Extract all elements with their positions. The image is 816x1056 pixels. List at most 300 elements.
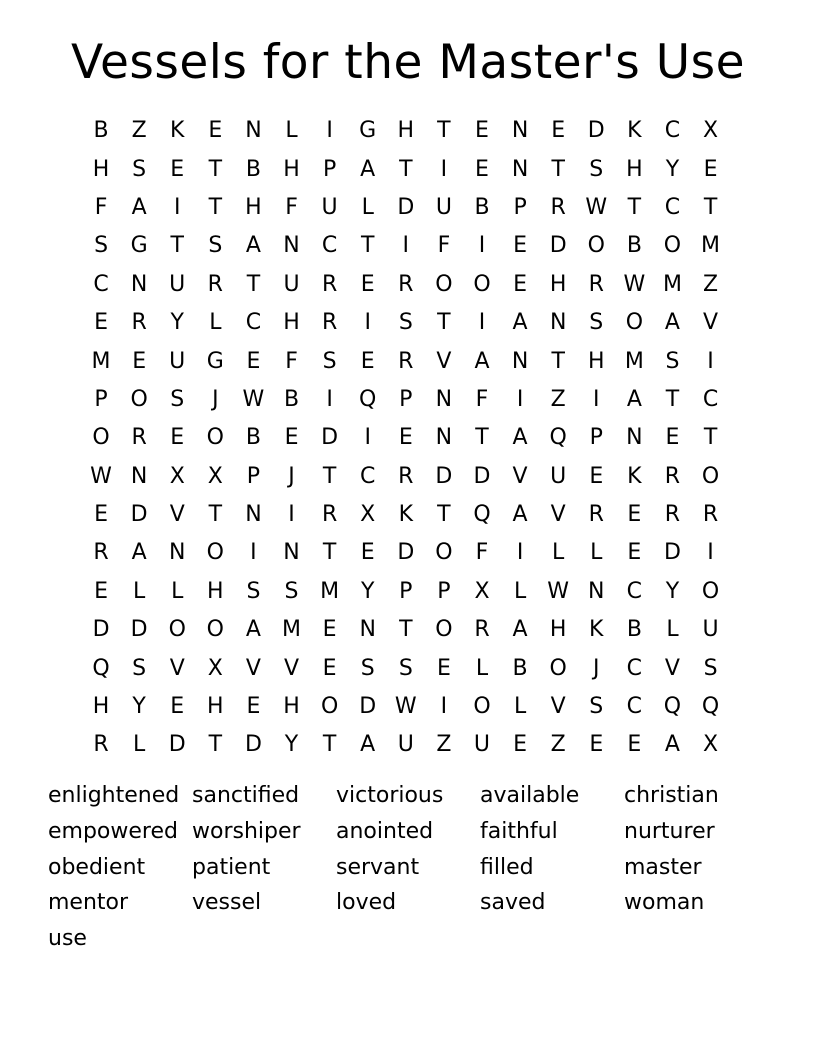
grid-letter: I bbox=[250, 540, 257, 566]
grid-letter: E bbox=[665, 425, 680, 451]
grid-letter: M bbox=[624, 348, 644, 374]
grid-letter: N bbox=[435, 386, 453, 412]
grid-letter: M bbox=[320, 578, 340, 604]
grid-letter: H bbox=[549, 271, 567, 297]
grid-letter: I bbox=[326, 118, 333, 144]
grid-letter: L bbox=[171, 578, 184, 604]
grid-letter: C bbox=[664, 118, 681, 144]
grid-letter: V bbox=[169, 655, 185, 681]
grid-letter: C bbox=[93, 271, 109, 297]
grid-letter: E bbox=[627, 502, 642, 528]
grid-letter: H bbox=[283, 156, 300, 182]
grid-letter: N bbox=[511, 348, 529, 374]
grid-letter: U bbox=[321, 194, 338, 220]
grid-letter: S bbox=[246, 578, 261, 604]
word-list-item: sanctified bbox=[192, 783, 300, 808]
grid-letter: V bbox=[512, 463, 528, 489]
word-list-item: obedient bbox=[48, 854, 146, 880]
grid-letter: E bbox=[436, 655, 451, 681]
grid-letter: B bbox=[93, 118, 109, 144]
grid-letter: X bbox=[360, 502, 376, 528]
grid-letter: P bbox=[437, 578, 451, 604]
grid-letter: E bbox=[208, 118, 223, 144]
grid-letter: A bbox=[245, 233, 261, 259]
grid-letter: I bbox=[478, 233, 486, 259]
grid-letter: V bbox=[283, 655, 300, 681]
word-list-item: available bbox=[480, 783, 580, 808]
grid-letter: R bbox=[207, 271, 223, 297]
grid-letter: S bbox=[703, 655, 718, 681]
grid-letter: A bbox=[512, 502, 528, 528]
grid-letter: V bbox=[169, 502, 185, 528]
grid-letter: O bbox=[92, 425, 110, 451]
grid-row bbox=[82, 419, 730, 457]
grid-letter: E bbox=[513, 233, 528, 259]
grid-letter: Y bbox=[665, 156, 680, 182]
grid-letter: C bbox=[360, 463, 376, 489]
grid-letter: I bbox=[402, 233, 410, 259]
grid-row bbox=[82, 573, 730, 611]
grid-letter: D bbox=[168, 732, 186, 758]
grid-letter: R bbox=[131, 310, 147, 336]
grid-letter: T bbox=[322, 540, 337, 566]
grid-letter: E bbox=[94, 578, 108, 604]
grid-letter: F bbox=[285, 194, 298, 220]
grid-letter: U bbox=[169, 348, 186, 374]
grid-letter: J bbox=[288, 463, 295, 489]
grid-letter: H bbox=[245, 194, 262, 220]
grid-letter: E bbox=[246, 694, 261, 720]
grid-letter: V bbox=[664, 655, 680, 681]
grid-letter: L bbox=[552, 540, 565, 566]
grid-letter: S bbox=[398, 655, 413, 681]
grid-letter: D bbox=[397, 194, 415, 220]
grid-letter: T bbox=[627, 194, 642, 220]
grid-letter: O bbox=[549, 655, 567, 681]
grid-letter: A bbox=[512, 617, 528, 643]
grid-letter: Y bbox=[284, 732, 299, 758]
grid-letter: K bbox=[170, 118, 185, 144]
grid-letter: R bbox=[398, 348, 414, 374]
grid-letter: I bbox=[593, 386, 600, 412]
grid-letter: U bbox=[473, 732, 491, 758]
grid-letter: E bbox=[170, 156, 185, 182]
grid-letter: O bbox=[168, 617, 186, 643]
grid-letter: O bbox=[701, 463, 720, 489]
grid-letter: D bbox=[435, 463, 453, 489]
grid-letter: I bbox=[516, 540, 524, 566]
grid-letter: M bbox=[662, 271, 682, 297]
grid-letter: C bbox=[702, 386, 719, 412]
grid-letter: T bbox=[399, 617, 413, 643]
grid-letter: O bbox=[206, 540, 224, 566]
grid-letter: E bbox=[322, 655, 337, 681]
grid-letter: N bbox=[359, 617, 376, 643]
grid-letter: T bbox=[399, 156, 413, 182]
grid-letter: V bbox=[550, 694, 566, 720]
grid-letter: D bbox=[473, 463, 491, 489]
grid-letter: N bbox=[169, 540, 186, 566]
grid-letter: T bbox=[437, 118, 451, 144]
grid-letter: E bbox=[589, 732, 604, 758]
grid-letter: Z bbox=[550, 386, 566, 412]
grid-letter: A bbox=[664, 732, 680, 758]
grid-letter: Z bbox=[703, 271, 719, 297]
grid-letter: C bbox=[664, 194, 681, 220]
grid-letter: B bbox=[626, 233, 642, 259]
grid-letter: N bbox=[283, 540, 300, 566]
grid-letter: T bbox=[475, 425, 489, 451]
grid-letter: O bbox=[130, 386, 148, 412]
grid-letter: E bbox=[589, 463, 604, 489]
grid-letter: R bbox=[321, 271, 338, 297]
grid-letter: C bbox=[626, 694, 643, 720]
grid-letter: E bbox=[322, 617, 337, 643]
grid-letter: S bbox=[360, 655, 375, 681]
grid-letter: O bbox=[663, 233, 682, 259]
grid-letter: L bbox=[133, 732, 146, 758]
grid-letter: S bbox=[284, 578, 299, 604]
grid-letter: T bbox=[208, 156, 223, 182]
grid-letter: F bbox=[94, 194, 108, 220]
grid-letter: H bbox=[207, 694, 224, 720]
grid-letter: X bbox=[169, 463, 185, 489]
grid-letter: D bbox=[397, 540, 415, 566]
grid-letter: O bbox=[625, 310, 644, 336]
word-list-item: woman bbox=[624, 890, 705, 916]
grid-letter: T bbox=[437, 310, 451, 336]
grid-letter: I bbox=[364, 310, 371, 336]
grid-letter: V bbox=[550, 502, 566, 528]
grid-letter: U bbox=[702, 617, 719, 643]
grid-letter: Q bbox=[92, 655, 110, 681]
grid-letter: N bbox=[245, 118, 262, 144]
grid-row bbox=[82, 304, 730, 342]
grid-letter: R bbox=[398, 463, 414, 489]
grid-letter: N bbox=[588, 578, 605, 604]
grid-letter: T bbox=[703, 425, 718, 451]
grid-letter: U bbox=[435, 194, 452, 220]
grid-letter: S bbox=[665, 348, 680, 374]
grid-letter: Q bbox=[663, 694, 682, 720]
grid-letter: N bbox=[549, 310, 567, 336]
grid-letter: Y bbox=[132, 694, 146, 720]
grid-letter: P bbox=[589, 425, 603, 451]
grid-letter: A bbox=[360, 732, 376, 758]
word-list bbox=[48, 778, 768, 957]
grid-letter: U bbox=[283, 271, 300, 297]
grid-letter: R bbox=[588, 502, 604, 528]
grid-letter: L bbox=[513, 578, 527, 604]
grid-row bbox=[82, 342, 730, 380]
grid-letter: N bbox=[511, 118, 529, 144]
grid-letter: E bbox=[284, 425, 299, 451]
grid-letter: H bbox=[283, 310, 300, 336]
grid-letter: I bbox=[288, 502, 295, 528]
word-search-grid bbox=[82, 112, 730, 765]
grid-letter: O bbox=[435, 271, 453, 297]
page-title: Vessels for the Master's Use bbox=[70, 35, 746, 90]
grid-letter: D bbox=[587, 118, 605, 144]
grid-letter: K bbox=[398, 502, 414, 528]
grid-letter: T bbox=[360, 233, 375, 259]
word-list-item: saved bbox=[480, 890, 546, 916]
grid-letter: W bbox=[242, 386, 265, 412]
grid-letter: E bbox=[132, 348, 147, 374]
grid-letter: T bbox=[437, 502, 451, 528]
grid-letter: Z bbox=[436, 732, 452, 758]
grid-row bbox=[82, 266, 730, 304]
grid-letter: E bbox=[360, 348, 375, 374]
grid-letter: A bbox=[245, 617, 261, 643]
grid-letter: H bbox=[207, 578, 224, 604]
word-list-item: vessel bbox=[192, 890, 262, 916]
grid-letter: R bbox=[93, 540, 109, 566]
grid-row bbox=[82, 189, 730, 227]
grid-letter: T bbox=[703, 194, 718, 220]
grid-letter: D bbox=[359, 694, 377, 720]
grid-letter: N bbox=[511, 156, 529, 182]
grid-letter: V bbox=[245, 655, 261, 681]
word-list-item: worshiper bbox=[192, 818, 301, 844]
grid-letter: Z bbox=[131, 118, 147, 144]
grid-letter: G bbox=[359, 118, 377, 144]
grid-letter: O bbox=[320, 694, 339, 720]
grid-letter: T bbox=[322, 463, 337, 489]
word-list-item: empowered bbox=[48, 818, 178, 844]
grid-letter: Z bbox=[550, 732, 566, 758]
grid-letter: G bbox=[130, 233, 148, 259]
grid-letter: T bbox=[170, 233, 184, 259]
grid-letter: K bbox=[627, 118, 642, 144]
grid-letter: B bbox=[512, 655, 528, 681]
grid-letter: X bbox=[474, 578, 490, 604]
grid-letter: E bbox=[360, 540, 375, 566]
word-list-item: enlightened bbox=[48, 783, 180, 808]
grid-letter: M bbox=[91, 348, 111, 374]
grid-row bbox=[82, 611, 730, 649]
grid-letter: D bbox=[130, 617, 148, 643]
grid-letter: R bbox=[474, 617, 490, 643]
grid-letter: H bbox=[587, 348, 605, 374]
grid-letter: L bbox=[209, 310, 222, 336]
grid-letter: A bbox=[131, 194, 147, 220]
grid-letter: E bbox=[627, 732, 642, 758]
grid-letter: T bbox=[665, 386, 680, 412]
grid-row bbox=[82, 649, 730, 687]
grid-letter: A bbox=[626, 386, 642, 412]
grid-letter: E bbox=[94, 310, 108, 336]
grid-letter: E bbox=[513, 271, 528, 297]
grid-letter: D bbox=[549, 233, 567, 259]
grid-letter: S bbox=[94, 233, 109, 259]
grid-letter: A bbox=[512, 310, 528, 336]
grid-letter: E bbox=[627, 540, 642, 566]
grid-letter: U bbox=[169, 271, 186, 297]
grid-letter: W bbox=[585, 194, 608, 220]
grid-letter: E bbox=[551, 118, 566, 144]
word-list-item: victorious bbox=[336, 783, 444, 808]
grid-letter: F bbox=[285, 348, 298, 374]
grid-letter: E bbox=[475, 118, 489, 144]
grid-letter: T bbox=[551, 156, 565, 182]
word-list-item: patient bbox=[192, 854, 271, 880]
grid-letter: O bbox=[587, 233, 605, 259]
grid-letter: L bbox=[133, 578, 146, 604]
grid-letter: T bbox=[246, 271, 261, 297]
grid-row bbox=[82, 381, 730, 419]
grid-letter: B bbox=[283, 386, 300, 412]
grid-letter: R bbox=[550, 194, 566, 220]
grid-letter: A bbox=[131, 540, 147, 566]
grid-letter: E bbox=[170, 694, 185, 720]
grid-letter: H bbox=[92, 156, 110, 182]
word-list-item: faithful bbox=[480, 818, 558, 844]
grid-letter: F bbox=[475, 386, 489, 412]
grid-letter: X bbox=[703, 118, 719, 144]
grid-letter: B bbox=[626, 617, 642, 643]
grid-letter: I bbox=[707, 348, 714, 374]
grid-letter: K bbox=[627, 463, 642, 489]
word-list-item: mentor bbox=[48, 890, 129, 916]
grid-letter: S bbox=[398, 310, 413, 336]
grid-letter: D bbox=[92, 617, 110, 643]
grid-letter: H bbox=[397, 118, 415, 144]
grid-letter: H bbox=[626, 156, 643, 182]
grid-letter: R bbox=[93, 732, 109, 758]
grid-letter: M bbox=[282, 617, 301, 643]
grid-letter: W bbox=[547, 578, 570, 604]
grid-letter: L bbox=[361, 194, 374, 220]
grid-letter: Q bbox=[473, 502, 491, 528]
grid-letter: N bbox=[435, 425, 453, 451]
grid-letter: E bbox=[94, 502, 108, 528]
word-list-item: use bbox=[48, 926, 87, 952]
grid-letter: R bbox=[131, 425, 147, 451]
grid-letter: O bbox=[435, 540, 453, 566]
grid-letter: M bbox=[701, 233, 721, 259]
grid-letter: Y bbox=[665, 578, 680, 604]
grid-letter: L bbox=[666, 617, 679, 643]
grid-letter: S bbox=[589, 310, 604, 336]
grid-letter: U bbox=[550, 463, 567, 489]
grid-row bbox=[82, 150, 730, 188]
grid-letter: Y bbox=[170, 310, 184, 336]
grid-letter: P bbox=[399, 578, 413, 604]
word-list-item: anointed bbox=[336, 818, 434, 844]
grid-letter: Q bbox=[549, 425, 567, 451]
grid-letter: N bbox=[130, 463, 148, 489]
word-list-item: christian bbox=[624, 783, 719, 808]
grid-letter: T bbox=[208, 732, 223, 758]
grid-letter: P bbox=[94, 386, 108, 412]
grid-letter: D bbox=[663, 540, 681, 566]
grid-letter: S bbox=[208, 233, 223, 259]
grid-letter: D bbox=[321, 425, 339, 451]
grid-letter: I bbox=[440, 156, 448, 182]
word-list-item: nurturer bbox=[624, 818, 715, 844]
grid-row bbox=[82, 458, 730, 496]
grid-letter: X bbox=[207, 655, 223, 681]
grid-letter: X bbox=[703, 732, 719, 758]
grid-letter: I bbox=[516, 386, 524, 412]
grid-letter: V bbox=[436, 348, 452, 374]
grid-letter: T bbox=[208, 502, 223, 528]
grid-letter: C bbox=[626, 578, 643, 604]
grid-letter: E bbox=[170, 425, 185, 451]
grid-letter: A bbox=[474, 348, 490, 374]
grid-letter: R bbox=[664, 463, 681, 489]
grid-letter: E bbox=[398, 425, 413, 451]
grid-letter: I bbox=[326, 386, 333, 412]
grid-row bbox=[82, 227, 730, 265]
grid-letter: K bbox=[589, 617, 604, 643]
grid-letter: C bbox=[245, 310, 262, 336]
grid-row bbox=[82, 688, 730, 726]
grid-row bbox=[82, 112, 730, 150]
grid-letter: S bbox=[170, 386, 185, 412]
grid-letter: I bbox=[478, 310, 486, 336]
grid-letter: W bbox=[623, 271, 646, 297]
word-list-item: filled bbox=[480, 854, 534, 880]
grid-letter: W bbox=[90, 463, 112, 489]
grid-letter: L bbox=[475, 655, 489, 681]
grid-letter: N bbox=[130, 271, 148, 297]
grid-letter: F bbox=[475, 540, 489, 566]
grid-letter: O bbox=[206, 425, 224, 451]
grid-letter: Q bbox=[359, 386, 377, 412]
grid-letter: B bbox=[245, 425, 261, 451]
grid-letter: B bbox=[474, 194, 490, 220]
grid-letter: N bbox=[245, 502, 262, 528]
grid-letter: Y bbox=[360, 578, 375, 604]
grid-letter: D bbox=[130, 502, 148, 528]
grid-letter: I bbox=[707, 540, 714, 566]
grid-letter: O bbox=[206, 617, 224, 643]
grid-letter: E bbox=[475, 156, 489, 182]
grid-letter: F bbox=[437, 233, 451, 259]
grid-letter: G bbox=[206, 348, 224, 374]
grid-letter: H bbox=[549, 617, 567, 643]
grid-letter: I bbox=[364, 425, 371, 451]
grid-letter: A bbox=[512, 425, 528, 451]
grid-row bbox=[82, 726, 730, 764]
grid-letter: R bbox=[702, 502, 719, 528]
grid-letter: P bbox=[246, 463, 261, 489]
grid-letter: P bbox=[322, 156, 337, 182]
grid-letter: S bbox=[132, 156, 147, 182]
grid-letter: S bbox=[589, 694, 604, 720]
grid-letter: B bbox=[245, 156, 261, 182]
word-list-item: servant bbox=[336, 854, 420, 880]
grid-letter: E bbox=[246, 348, 261, 374]
grid-letter: Q bbox=[701, 694, 720, 720]
grid-letter: W bbox=[394, 694, 417, 720]
grid-letter: S bbox=[322, 348, 337, 374]
grid-letter: A bbox=[360, 156, 376, 182]
grid-letter: D bbox=[244, 732, 262, 758]
grid-letter: P bbox=[513, 194, 527, 220]
grid-letter: L bbox=[590, 540, 603, 566]
grid-letter: J bbox=[212, 386, 219, 412]
grid-letter: C bbox=[321, 233, 338, 259]
grid-letter: R bbox=[321, 502, 338, 528]
grid-letter: L bbox=[285, 118, 298, 144]
grid-letter: I bbox=[173, 194, 181, 220]
grid-letter: N bbox=[626, 425, 643, 451]
grid-letter: E bbox=[513, 732, 528, 758]
grid-letter: O bbox=[435, 617, 453, 643]
